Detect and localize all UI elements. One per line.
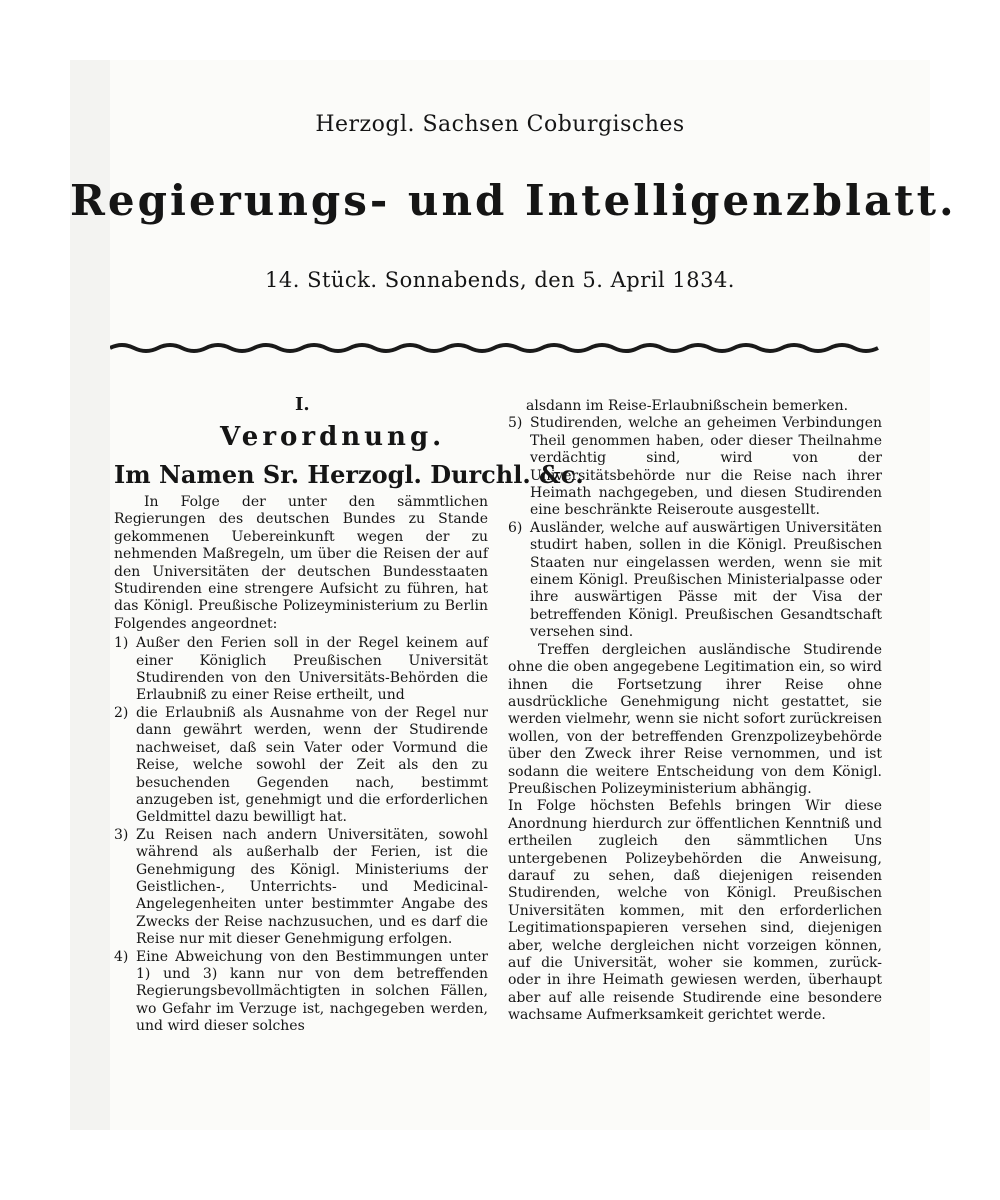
list-item-text: Zu Reisen nach andern Universitäten, sowohl während als außerhalb der Ferien, ist die Genehmigung des Königl. Ministeriums der Geistlichen-, Unterrichts- und Medicinal-Angelegenheiten unter bestimmter Angabe des Zwecks der Reise nachzusuchen, und es darf die Reise nur mit dieser Genehmigung erfolgen. [136, 826, 488, 948]
list-item [114, 949, 488, 1036]
list-item [114, 705, 488, 827]
left-column [114, 494, 488, 1036]
final-paragraph: In Folge höchsten Befehls bringen Wir diese Anordnung hierdurch zur öffentlichen Kenntniß und ertheilen zugleich den sämmtlichen Uns untergebenen Polizeybehörden die Anweisung, darauf zu sehen, daß diejenigen reisenden Studirenden, welche von Königl. Preußischen Universitäten kommen, mit den erforderlichen Legitimationspapieren versehen sind, diejenigen aber, welche dergleichen nicht vorzeigen können, auf die Universität, woher sie kommen, zurück- oder in ihre Heimath gewiesen werden, überhaupt aber auf alle reisende Studirende eine besondere wachsame Aufmerksamkeit gerichtet werde. [508, 798, 882, 1024]
list-item [508, 520, 882, 642]
issue-line: 14. Stück. Sonnabends, den 5. April 1834. [265, 268, 735, 292]
article-subheading: Im Namen Sr. Herzogl. Durchl. &c. [114, 460, 584, 489]
article-heading: Verordnung. [220, 422, 446, 452]
masthead-title: Regierungs- und Intelligenzblatt. [70, 176, 957, 225]
list-item-text: Ausländer, welche auf auswärtigen Universitäten studirt haben, sollen in die Königl. Preußischen Staaten nur eingelassen werden, wenn sie mit einem Königl. Preußischen Ministerialpasse oder ihre auswärtigen Pässe mit der Visa der betreffenden Königl. Preußischen Gesandtschaft versehen sind. [530, 519, 882, 641]
right-column [508, 398, 882, 1025]
intro-paragraph: In Folge der unter den sämmtlichen Regierungen des deutschen Bundes zu Stande gekommenen Uebereinkunft wegen der zu nehmenden Maßregeln, um über die Reisen der auf den Universitäten der deutschen Bundesstaaten Studirenden eine strengere Aufsicht zu führen, hat das Königl. Preußische Polizeyministerium zu Berlin Folgendes angeordnet: [114, 494, 488, 632]
list-item-text: die Erlaubniß als Ausnahme von der Regel nur dann gewährt werden, wenn der Studirende nachweiset, daß sein Vater oder Vormund die Reise, welche sowohl der Zeit als den zu besuchenden Gegenden nach, bestimmt anzugeben ist, genehmigt und die erforderlichen Geldmittel dazu bewilligt hat. [136, 704, 488, 826]
list-item-text: Eine Abweichung von den Bestimmungen unter 1) und 3) kann nur von dem betreffenden Regierungsbevollmächtigten in solchen Fällen, wo Gefahr im Verzuge ist, nachgegeben werden, und wird dieser solches [136, 948, 488, 1035]
list-item-text: Außer den Ferien soll in der Regel keinem auf einer Königlich Preußischen Universität Studirenden von den Universitäts-Behörden die Erlaubniß zu einer Reise ertheilt, und [136, 635, 488, 704]
students-paragraph: Treffen dergleichen ausländische Studirende ohne die oben angegebene Legitimation ein, so wird ihnen die Fortsetzung ihrer Reise ohne ausdrückliche Genehmigung nicht gestattet, sie werden vielmehr, wenn sie nicht sofort zurückreisen wollen, von der betreffenden Grenzpolizeybehörde über den Zweck ihrer Reise vernommen, und ist sodann die weitere Entscheidung von dem Königl. Preußischen Polizeyministerium abhängig. [508, 641, 882, 797]
list-item-mark: 1) [114, 635, 129, 652]
list-item-mark: 4) [114, 948, 129, 965]
list-item-mark: 5) [508, 415, 523, 432]
list-item [114, 827, 488, 949]
decorative-wavy-rule [110, 340, 882, 356]
newspaper-page [70, 60, 957, 1130]
continuation-text: alsdann im Reise-Erlaubnißschein bemerken. [526, 398, 849, 414]
list-item-mark: 2) [114, 704, 129, 721]
list-item [508, 415, 882, 519]
list-item-mark: 6) [508, 519, 523, 536]
list-item [114, 635, 488, 705]
article-number: I. [295, 394, 310, 415]
list-item-text: Studirenden, welche an geheimen Verbindungen Theil genommen haben, oder dieser Theilnahme verdächtig sind, wird von der Universitätsbehörde nur die Reise nach ihrer Heimath nachgegeben, und diesen Studirenden eine beschränkte Reiseroute ausgestellt. [530, 415, 882, 519]
publisher-line: Herzogl. Sachsen Coburgisches [315, 112, 685, 137]
list-item-mark: 3) [114, 826, 129, 843]
